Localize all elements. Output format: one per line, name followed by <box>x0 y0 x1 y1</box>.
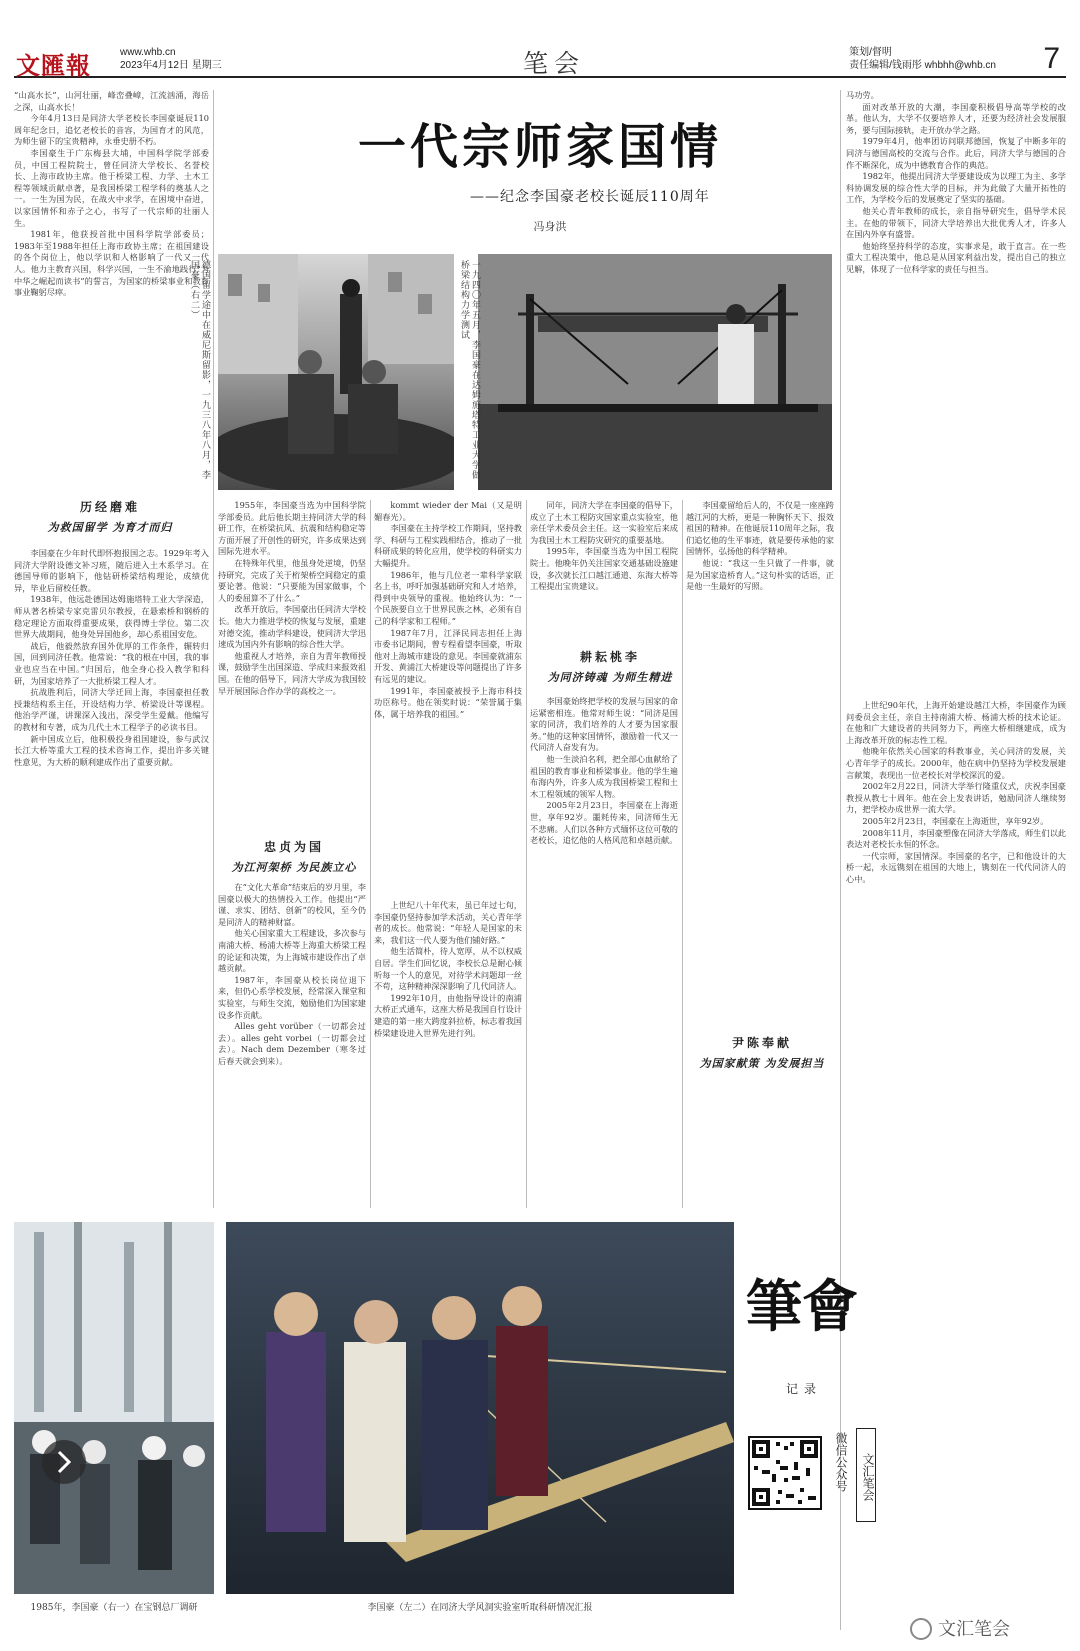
photo-venice[interactable] <box>218 254 454 490</box>
article-column-4b <box>374 900 522 1208</box>
paragraph: 李国豪在主持学校工作期间，坚持教学、科研与工程实践相结合，推动了一批科研成果的转化应用，使学校的科研实力大幅提升。 <box>374 523 522 568</box>
photo-lab-image <box>478 254 832 490</box>
editor-planning: 策划/督明 <box>849 47 892 58</box>
paragraph: 1938年，他远赴德国达姆施塔特工业大学深造，师从著名桥梁专家克雷贝尔教授，在悬索桥和钢桥的稳定理论方面取得重要成果，获得博士学位。第二次世界大战期间，他身处异国他乡，却心系祖国安危。 <box>14 594 209 640</box>
paragraph: 2008年11月，李国豪塑像在同济大学落成，师生们以此表达对老校长永恒的怀念。 <box>846 827 1066 850</box>
section-title: 笔会 <box>522 49 585 78</box>
paragraph: 1995年，李国豪当选为中国工程院院士。他晚年仍关注国家交通基础设施建设，多次就长江口越江通道、东海大桥等工程提出宝贵建议。 <box>530 546 678 592</box>
qr-label: 微信公众号 <box>834 1432 848 1492</box>
article-column-7b <box>846 700 1066 1608</box>
paragraph: 1982年，他提出同济大学要建设成为以理工为主、多学科协调发展的综合性大学的目标，并为此做了大量开拓性的工作，为学校今后的发展奠定了坚实的基础。 <box>846 171 1066 205</box>
article-byline: 冯身洪 <box>533 220 567 233</box>
qr-account-name: 文汇笔会 <box>856 1428 876 1522</box>
article-column-5b <box>530 696 678 1208</box>
paragraph: 他关心青年教师的成长，亲自指导研究生，倡导学术民主。在他的带领下，同济大学培养出大批优秀人才，许多人在国内外享有盛誉。 <box>846 205 1066 240</box>
masthead-meta <box>120 46 222 72</box>
paragraph: 一代宗师，家国情深。李国豪的名字，已和他设计的大桥一起，永远镌刻在祖国的大地上，镌刻在一代代同济人的心中。 <box>846 850 1066 884</box>
subhead-3 <box>540 648 680 685</box>
column-rule <box>682 500 683 1208</box>
paragraph: 1981年，他获授首批中国科学院学部委员；1983年至1988年担任上海市政协主席；在祖国建设的各个岗位上，他以学识和人格影响了一代又一代人。他力主教育兴国，科学兴国，一生不渝地践行“为中华之崛起而读书”的誓言，为国家的桥梁事业和教育事业鞠躬尽瘁。 <box>14 229 209 298</box>
article-column-3 <box>218 500 366 830</box>
subhead-2 <box>224 838 364 875</box>
article-subheadline: ——纪念李国豪老校长诞辰110周年 <box>470 189 710 205</box>
subhead-motto: 为同济铸魂 为师生精进 <box>547 671 673 684</box>
brand-subtitle: 记录 <box>786 1382 823 1396</box>
paragraph: 1986年，他与几位老一辈科学家联名上书，呼吁加强基础研究和人才培养，得到中央领导的重视。他始终认为：“一个民族要自立于世界民族之林，必须有自己的科学家和工程师。” <box>374 569 522 626</box>
article-column-4 <box>374 500 522 900</box>
photo-windtunnel[interactable] <box>226 1222 734 1594</box>
paragraph: 2005年2月23日，李国豪在上海逝世，享年92岁。 <box>862 815 1049 826</box>
paragraph: 他始终坚持科学的态度，实事求是，敢于直言。在一些重大工程决策中，他总是从国家利益出发，提出自己的独立见解，体现了一位科学家的责任与担当。 <box>846 240 1066 274</box>
paragraph: Alles geht vorüber（一切都会过去）。alles geht vorbei（一切都会过去）。Nach dem Dezember（寒冬过后春天就会到来）。 <box>218 1021 366 1066</box>
subhead-title: 忠贞为国 <box>263 840 324 854</box>
masthead <box>14 44 1066 78</box>
next-arrow-button[interactable] <box>42 1440 86 1484</box>
paragraph: 马功劳。 <box>846 90 879 100</box>
paragraph: 面对改革开放的大潮，李国豪积极倡导高等学校的改革。他认为，大学不仅要培养人才，还要为经济社会发展服务，要与国际接轨，走开放办学之路。 <box>846 101 1066 135</box>
paragraph: 新中国成立后，他积极投身祖国建设，参与武汉长江大桥等重大工程的技术咨询工作，提出许多关键性意见，为大桥的顺利建成作出了重要贡献。 <box>14 733 209 767</box>
paragraph: 他关心国家重大工程建设，多次参与南浦大桥、杨浦大桥等上海重大桥梁工程的论证和决策，为上海城市建设作出了卓越贡献。 <box>218 928 366 974</box>
paragraph: 他重视人才培养，亲自为青年教师授课，鼓励学生出国深造、学成归来报效祖国。在他的倡导下，同济大学成为我国较早开展国际合作办学的高校之一。 <box>218 650 366 696</box>
paragraph: 1991年，李国豪被授予上海市科技功臣称号。他在领奖时说：“荣誉属于集体，属于培养我的祖国。” <box>374 685 522 719</box>
article-column-5 <box>530 500 678 640</box>
article-headline: 一代宗师家国情 <box>357 119 722 175</box>
column-rule <box>840 90 841 1630</box>
column-rule <box>370 500 371 1208</box>
photo-windtunnel-image <box>226 1222 734 1594</box>
subhead-motto: 为救国留学 为育才而归 <box>47 521 173 534</box>
paragraph: 他晚年依然关心国家的科教事业，关心同济的发展，关心青年学子的成长。2000年，他在病中仍坚持为学校发展建言献策，表现出一位老校长对学校深沉的爱。 <box>846 746 1066 780</box>
subhead-title: 历经磨难 <box>79 500 140 514</box>
paragraph: 上世纪八十年代末，虽已年过七旬，李国豪仍坚持参加学术活动，关心青年学者的成长。他常说：“年轻人是国家的未来，我们这一代人要为他们铺好路。” <box>374 900 522 945</box>
column-rule <box>526 500 527 1208</box>
paragraph: 李国豪始终把学校的发展与国家的命运紧密相连。他常对师生说：“同济是国家的同济，我们培养的人才要为国家服务。”他的这种家国情怀，激励着一代又一代同济人奋发有为。 <box>530 696 678 753</box>
article-column-1 <box>14 90 209 490</box>
subhead-motto: 为江河架桥 为民族立心 <box>231 861 357 874</box>
bihui-logo: 筆會 <box>746 1274 858 1340</box>
subhead-1 <box>20 498 200 535</box>
article-column-6 <box>686 500 834 1208</box>
photo-lab[interactable] <box>478 254 832 490</box>
paragraph: 改革开放后，李国豪出任同济大学校长。他大力推进学校的恢复与发展，重建对德交流，推动学科建设，使同济大学迅速成为国内外有影响的综合性大学。 <box>218 604 366 650</box>
paragraph: 李国豪生于广东梅县大埔，中国科学院学部委员，中国工程院院士，曾任同济大学校长、名誉校长、上海市政协主席。他于桥梁工程、力学、土木工程等领域贡献卓著，是我国桥梁工程学科的奠基人之一。一生为国为民，在战火中求学，在困境中奋进，以家国情怀和赤子之心，书写了一代宗师的壮丽人生。 <box>14 147 209 228</box>
paragraph: 今年4月13日是同济大学老校长李国豪诞辰110周年纪念日，追忆老校长的音容，为国育才的风范，为师生留下的宝贵精神，永垂史册不朽。 <box>14 113 209 147</box>
paragraph: 1992年10月，由他指导设计的南浦大桥正式通车，这座大桥是我国自行设计建造的第一座大跨度斜拉桥，标志着我国桥梁建设进入世界先进行列。 <box>374 992 522 1038</box>
paragraph: kommt wieder der Mai（又是明媚春光）。 <box>374 500 522 522</box>
wechat-icon <box>910 1618 932 1640</box>
photo-caption-3: 1985年，李国豪（右一）在宝钢总厂调研 <box>30 1603 198 1613</box>
paragraph: 上世纪90年代，上海开始建设越江大桥，李国豪作为顾问委员会主任，亲自主持南浦大桥、杨浦大桥的技术论证。在他和广大建设者的共同努力下，两座大桥相继建成，成为上海改革开放的标志性工程。 <box>846 700 1066 745</box>
subhead-4 <box>692 1030 832 1075</box>
next-arrow-icon <box>54 1450 74 1474</box>
paragraph: 他说：“我这一生只做了一件事，就是为国家造桥育人。”这句朴实的话语，正是他一生最好的写照。 <box>686 557 834 592</box>
paragraph: 2005年2月23日，李国豪在上海逝世，享年92岁。噩耗传来，同济师生无不悲痛。人们以各种方式缅怀这位可敬的老校长，追忆他的人格风范和卓越贡献。 <box>530 800 678 846</box>
subhead-title: 尹陈奉献 <box>731 1036 792 1050</box>
qr-code[interactable] <box>748 1436 822 1510</box>
paragraph: 在特殊年代里，他虽身处逆境，仍坚持研究，完成了关于桁架桥空间稳定的重要论著。他说：“只要能为国家做事，个人的委屈算不了什么。” <box>218 557 366 603</box>
subhead-motto: 为国家献策 为发展担当 <box>699 1057 825 1070</box>
paragraph: 2002年2月22日，同济大学举行隆重仪式，庆祝李国豪教授从教七十周年。他在会上发表讲话，勉励同济人继续努力，把学校办成世界一流大学。 <box>846 781 1066 815</box>
photo-caption-1: 德国留学途中在威尼斯留影，一九三八年八月，李国豪（右二） <box>189 260 210 480</box>
paragraph: 1955年，李国豪当选为中国科学院学部委员。此后他长期主持同济大学的科研工作，在桥梁抗风、抗震和结构稳定等方面开展了开创性的研究，许多成果达到国际先进水平。 <box>218 500 366 557</box>
newspaper-logo[interactable]: 文匯報 <box>16 51 91 80</box>
article-column-2 <box>14 548 209 1208</box>
editor-credits <box>849 46 996 72</box>
paragraph: 1979年4月，他率团访问联邦德国，恢复了中断多年的同济与德国高校的交流与合作。此后，同济大学与德国的合作不断深化，成为中德教育合作的典范。 <box>846 136 1066 170</box>
subhead-title: 耕耘桃李 <box>579 650 640 664</box>
paragraph: 李国豪在少年时代即怀抱报国之志。1929年考入同济大学附设德文补习班，随后进入土木系学习。在德国导师的影响下，他钻研桥梁结构理论，成绩优异，毕业后留校任教。 <box>14 548 209 593</box>
page-number: 7 <box>1043 42 1060 75</box>
qr-code-icon <box>750 1438 820 1508</box>
column-rule <box>213 90 214 1208</box>
paragraph: 李国豪留给后人的，不仅是一座座跨越江河的大桥，更是一种胸怀天下、报效祖国的精神。在他诞辰110周年之际，我们追忆他的生平事迹，就是要传承他的家国情怀，弘扬他的科学精神。 <box>686 500 834 557</box>
article-column-3b <box>218 882 366 1208</box>
paragraph: 他生活简朴，待人宽厚，从不以权威自居。学生们回忆说，李校长总是耐心倾听每一个人的意见，对待学术问题却一丝不苟，这种精神深深影响了几代同济人。 <box>374 946 522 992</box>
column-lede: “山高水长”，山河壮丽，峰峦叠嶂，江流汹涌，海岳之深，山高水长！ <box>14 90 209 112</box>
paragraph: 1987年7月，江泽民同志担任上海市委书记期间，曾专程看望李国豪，听取他对上海城市建设的意见。李国豪就浦东开发、黄浦江大桥建设等问题提出了许多有远见的建议。 <box>374 627 522 684</box>
paragraph: 同年，同济大学在李国豪的倡导下，成立了土木工程防灾国家重点实验室，他亲任学术委员会主任。这一实验室后来成为我国土木工程防灾研究的重要基地。 <box>530 500 678 545</box>
masthead-url[interactable]: www.whb.cn <box>120 47 176 58</box>
article-column-7 <box>846 90 1066 690</box>
paragraph: 他一生淡泊名利，把全部心血献给了祖国的教育事业和桥梁事业。他的学生遍布海内外，许多人成为我国桥梁工程和土木工程领域的领军人物。 <box>530 753 678 799</box>
wechat-watermark <box>910 1615 1010 1641</box>
paragraph: 抗战胜利后，同济大学迁回上海，李国豪担任教授兼结构系主任，开设结构力学、桥梁设计等课程。他治学严谨，讲课深入浅出，深受学生爱戴。他编写的教材和专著，成为几代土木工程学子的必读书目。 <box>14 687 209 732</box>
photo-venice-image <box>218 254 454 490</box>
paragraph: 战后，他毅然放弃国外优厚的工作条件，辗转归国，回到同济任教。他常说：“我的根在中国，我的事业也应当在中国。”归国后，他全身心投入教学和科研，为国家培养了一大批桥梁工程人才。 <box>14 640 209 686</box>
paragraph: 1987年，李国豪从校长岗位退下来，但仍心系学校发展，经常深入课堂和实验室，与师生交流，勉励他们为国家建设多作贡献。 <box>218 974 366 1020</box>
watermark-text: 文汇笔会 <box>938 1619 1010 1639</box>
photo-baosteel-image <box>14 1222 214 1594</box>
photo-baosteel[interactable] <box>14 1222 214 1594</box>
paragraph: 在“文化大革命”结束后的岁月里，李国豪以极大的热情投入工作。他提出“严谨、求实、团结、创新”的校风，至今仍是同济人的精神财富。 <box>218 882 366 927</box>
photo-caption-2: 一九四〇年五月，李国豪在达姆施塔特工业大学做桥梁结构力学测试 <box>459 260 480 480</box>
photo-caption-4: 李国豪（左二）在同济大学风洞实验室听取科研情况汇报 <box>367 1603 593 1613</box>
masthead-date: 2023年4月12日 星期三 <box>120 60 222 71</box>
editor-responsible: 责任编辑/钱雨彤 whbhh@whb.cn <box>849 60 996 71</box>
